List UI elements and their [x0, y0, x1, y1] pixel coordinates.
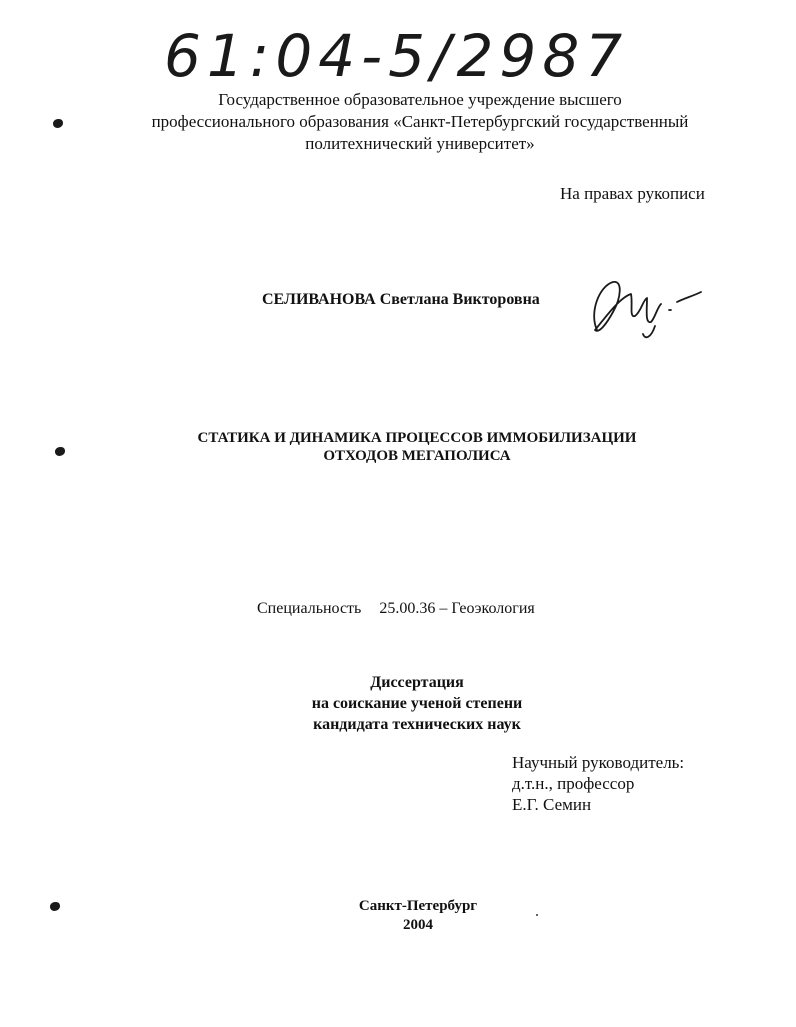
punch-hole-mark — [50, 902, 60, 911]
author-name: СЕЛИВАНОВА Светлана Викторовна — [262, 291, 540, 308]
scientific-supervisor — [512, 752, 684, 815]
specialty — [257, 600, 535, 618]
supervisor-line: Е.Г. Семин — [512, 795, 592, 814]
punch-hole-mark — [55, 447, 65, 456]
institution-line: Государственное образовательное учреждение высшего — [218, 90, 622, 109]
supervisor-line: д.т.н., профессор — [512, 774, 635, 793]
degree-line: на соискание ученой степени — [311, 695, 523, 712]
handwritten-archive-number — [160, 18, 629, 98]
punch-hole-mark — [53, 119, 63, 128]
institution-line: политехнический университет» — [305, 134, 535, 153]
dissertation-title — [120, 429, 714, 465]
scan-speck — [536, 914, 538, 916]
specialty-label: Специальность — [257, 600, 362, 617]
supervisor-line: Научный руководитель: — [512, 753, 685, 772]
year: 2004 — [403, 917, 433, 933]
institution-line: профессионального образования «Санкт-Петербургский государственный — [151, 112, 689, 131]
specialty-code: 25.00.36 – Геоэкология — [379, 600, 535, 617]
city-and-year — [318, 897, 518, 935]
archive-number-text: 61:04-5/2987 — [164, 22, 629, 90]
institution-header — [120, 89, 720, 155]
title-line: ОТХОДОВ МЕГАПОЛИСА — [323, 448, 511, 464]
title-line: СТАТИКА И ДИНАМИКА ПРОЦЕССОВ ИММОБИЛИЗАЦИИ — [197, 430, 637, 446]
degree-line: кандидата технических наук — [313, 716, 521, 733]
degree-line: Диссертация — [370, 674, 464, 691]
author-signature — [585, 268, 705, 343]
manuscript-rights-note: На правах рукописи — [560, 184, 705, 203]
degree-statement — [250, 672, 584, 735]
city: Санкт-Петербург — [358, 898, 478, 914]
